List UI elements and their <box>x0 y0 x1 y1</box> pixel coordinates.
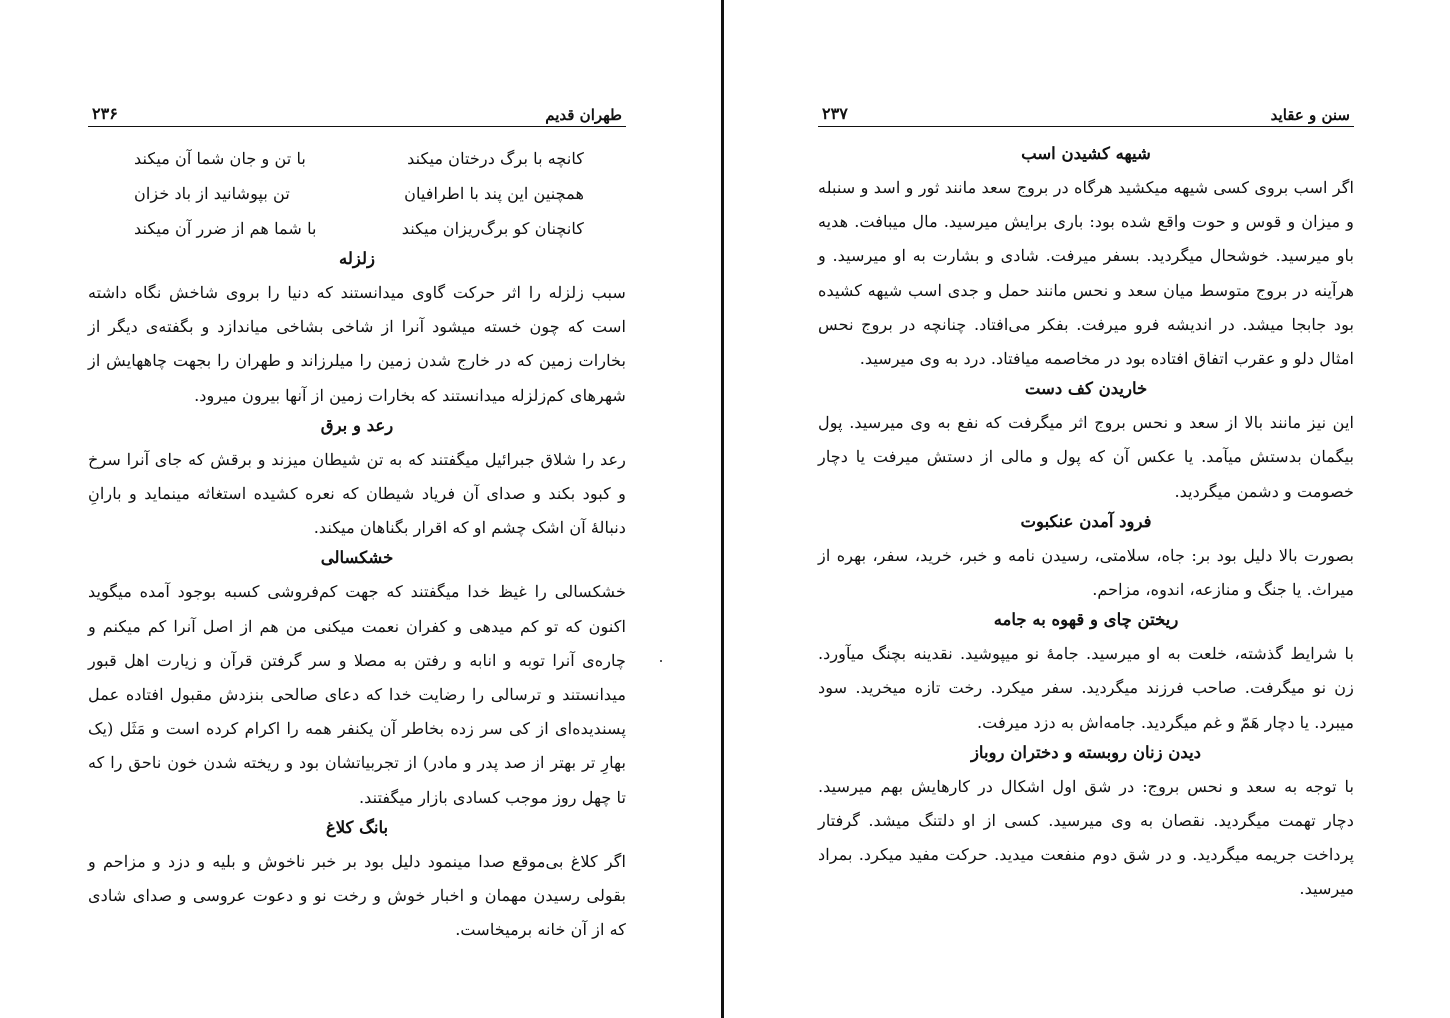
poem <box>88 141 626 246</box>
text-line: خشکسالی را غیظ خدا میگفتند که جهت کم‌فروشی کسبه بوجود آمده میگوید <box>88 582 626 602</box>
section-heading: خاریدن کف دست <box>1024 379 1148 399</box>
text-line: بخارات زمین که در خارج شدن زمین را میلرزاند و طهران را بجهت چاههایش از <box>88 351 626 371</box>
text-line: و کبود بکند و صدای آن فریاد شیطان که نعره کشیده استغاثه مینماید و بارانِ <box>88 484 626 504</box>
section-paragraph <box>818 171 1354 376</box>
running-title: طهران قدیم <box>545 106 622 124</box>
text-line: است که چون خسته میشود آنرا از شاخی بشاخی میاندازد و بگفته‌ی دیگر از <box>88 317 626 337</box>
stray-mark <box>660 660 662 662</box>
section-heading: بانگ کلاغ <box>325 817 389 837</box>
book-gutter <box>721 0 724 1018</box>
left-page-header <box>88 100 626 127</box>
text-line: امثال دلو و عقرب اتفاق افتاده بود در مخاصمه میافتاد. درد به وی میرسید. <box>859 349 1354 369</box>
section-heading: رعد و برق <box>320 415 394 435</box>
text-line: دنبالهٔ آن اشک چشم او که اقرار بگناهان میکند. <box>313 518 626 538</box>
text-line: با توجه به سعد و نحس بروج: در شق اول اشکال در کارهایش بهم میرسید. <box>818 776 1354 796</box>
text-line: پرداخت جریمه میگردید. و در شق دوم منفعت میدید. حرکت مفید میکرد. بمراد <box>818 845 1354 865</box>
text-line: رعد را شلاق جبرائیل میگفتند که به تن شیطان میزند و برقش که جای آنرا سرخ <box>88 449 626 469</box>
text-line: زن نو میگرفت. صاحب فرزند میگردید. سفر میکرد. رخت تازه میخرید. سود <box>818 678 1354 698</box>
section-paragraph <box>88 845 626 948</box>
page-number: ۲۳۶ <box>92 104 118 123</box>
text-line: اگر کلاغ بی‌موقع صدا مینمود دلیل بود بر خبر ناخوش و بلیه و دزد و مزاحم و <box>88 851 626 871</box>
text-line: تا چهل روز موجب کسادی بازار میگفتند. <box>358 787 626 807</box>
text-line: با شرایط گذشته، خلعت به او میرسید. جامهٔ نو میپوشید. نقدینه بچنگ میآورد. <box>818 644 1354 664</box>
poem-verse <box>88 176 626 211</box>
text-line: بقولی رسیدن مهمان و اخبار خوش و رخت نو و دعوت عروسی و صدای شادی <box>88 886 626 906</box>
text-line: هرآینه در بروج متوسط میان سعد و نحس مانند حمل و جدی اسب شیهه کشیده <box>818 280 1354 300</box>
text-line: بهارِ تر بهتر از صد پدر و مادر) از تجربیاتشان بود و ریخته شدن خون ناحق را که <box>88 753 626 773</box>
text-line: شهرهای کم‌زلزله میدانستند که بخارات زمین از آنها بیرون میرود. <box>194 385 626 405</box>
poem-verse <box>88 141 626 176</box>
section-heading: خشکسالی <box>320 548 394 568</box>
hemistich-first: کانچنان کو برگ‌ریزان میکند <box>401 219 584 238</box>
page-number: ۲۳۷ <box>822 104 848 123</box>
left-page <box>88 100 626 947</box>
hemistich-second: تن بپوشانید از باد خزان <box>134 184 290 203</box>
text-line: اکنون که تو کم میدهی و کفران نعمت میکنی من هم از اصل آنرا کم میکنم و <box>88 616 626 636</box>
text-line: باو میرسید. خوشحال میگردید. بسفر میرفت. شادی و بشارت به او میرسید. و <box>818 246 1354 266</box>
section-paragraph <box>88 443 626 546</box>
section-paragraph <box>818 406 1354 509</box>
section-heading: ریختن چای و قهوه به جامه <box>993 610 1179 630</box>
section-heading: شیهه کشیدن اسب <box>1021 144 1151 163</box>
hemistich-first: کانچه با برگ درختان میکند <box>407 149 584 168</box>
running-title: سنن و عقاید <box>1270 106 1350 124</box>
right-page-body <box>818 141 1354 907</box>
section-paragraph <box>88 575 626 814</box>
text-line: بیگمان بدستش میآمد. یا عکس آن که پول و مالی از دستش میرفت یا دچار <box>818 447 1354 467</box>
text-line: میراث. یا جنگ و منازعه، اندوه، مزاحم. <box>1092 580 1354 600</box>
hemistich-second: با تن و جان شما آن میکند <box>134 149 306 168</box>
text-line: میرسید. <box>1299 879 1354 899</box>
text-line: میبرد. یا دچار هَمّ و غم میگردید. جامه‌اش به دزد میرفت. <box>977 712 1354 732</box>
section-paragraph <box>818 539 1354 607</box>
poem-verse <box>88 211 626 246</box>
text-line: پسندیده‌ای از کی سر زده بخاطر آن یکنفر همه را اکرام کرده است و مَثَل (یک <box>88 719 626 739</box>
text-line: این نیز مانند بالا از سعد و نحس بروج اثر میگرفت که نفع به وی میرسید. پول <box>818 413 1354 433</box>
text-line: که از آن خانه برمیخاست. <box>455 920 626 940</box>
text-line: اگر اسب بروی کسی شیهه میکشید هرگاه در بروج سعد مانند ثور و اسد و سنبله <box>818 178 1354 197</box>
text-line: خصومت و دشمن میگردید. <box>1174 481 1354 501</box>
left-page-body <box>88 141 626 947</box>
right-page <box>818 100 1354 907</box>
section-paragraph <box>88 276 626 413</box>
text-line: بصورت بالا دلیل بود بر: جاه، سلامتی، رسیدن نامه و خبر، خرید، سفر، بهره از <box>818 545 1354 565</box>
section-paragraph <box>818 770 1354 907</box>
section-heading: زلزله <box>339 249 375 268</box>
text-line: بود جابجا میشد. در اندیشه فرو میرفت. بفکر می‌افتاد. چنانچه در بروج نحس <box>818 314 1354 334</box>
text-line: سبب زلزله را اثر حرکت گاوی میدانستند که دنیا را بروی شاخش نگاه داشته <box>88 283 626 302</box>
section-heading: فرود آمدن عنکبوت <box>1020 511 1152 531</box>
section-paragraph <box>818 637 1354 740</box>
hemistich-second: با شما هم از ضرر آن میکند <box>134 219 317 238</box>
hemistich-first: همچنین این پند با اطرافیان <box>404 184 584 203</box>
text-line: چاره‌ی آنرا توبه و انابه و رفتن به مصلا و سر گرفتن قرآن و زیارت اهل قبور <box>88 650 626 670</box>
text-line: دچار تهمت میگردید. نقصان به وی میرسید. کسی از او دلتنگ میشد. گرفتار <box>818 811 1354 831</box>
section-heading: دیدن زنان روبسته و دختران روباز <box>970 742 1202 762</box>
right-page-header <box>818 100 1354 127</box>
text-line: میدانستند و ترسالی را رضایت خدا که دعای صالحی بنزدش مقبول افتاده عمل <box>88 685 626 705</box>
text-line: و میزان و قوس و حوت واقع شده بود: باری برایش میرسید. مال میبافت. هدیه <box>818 212 1354 232</box>
